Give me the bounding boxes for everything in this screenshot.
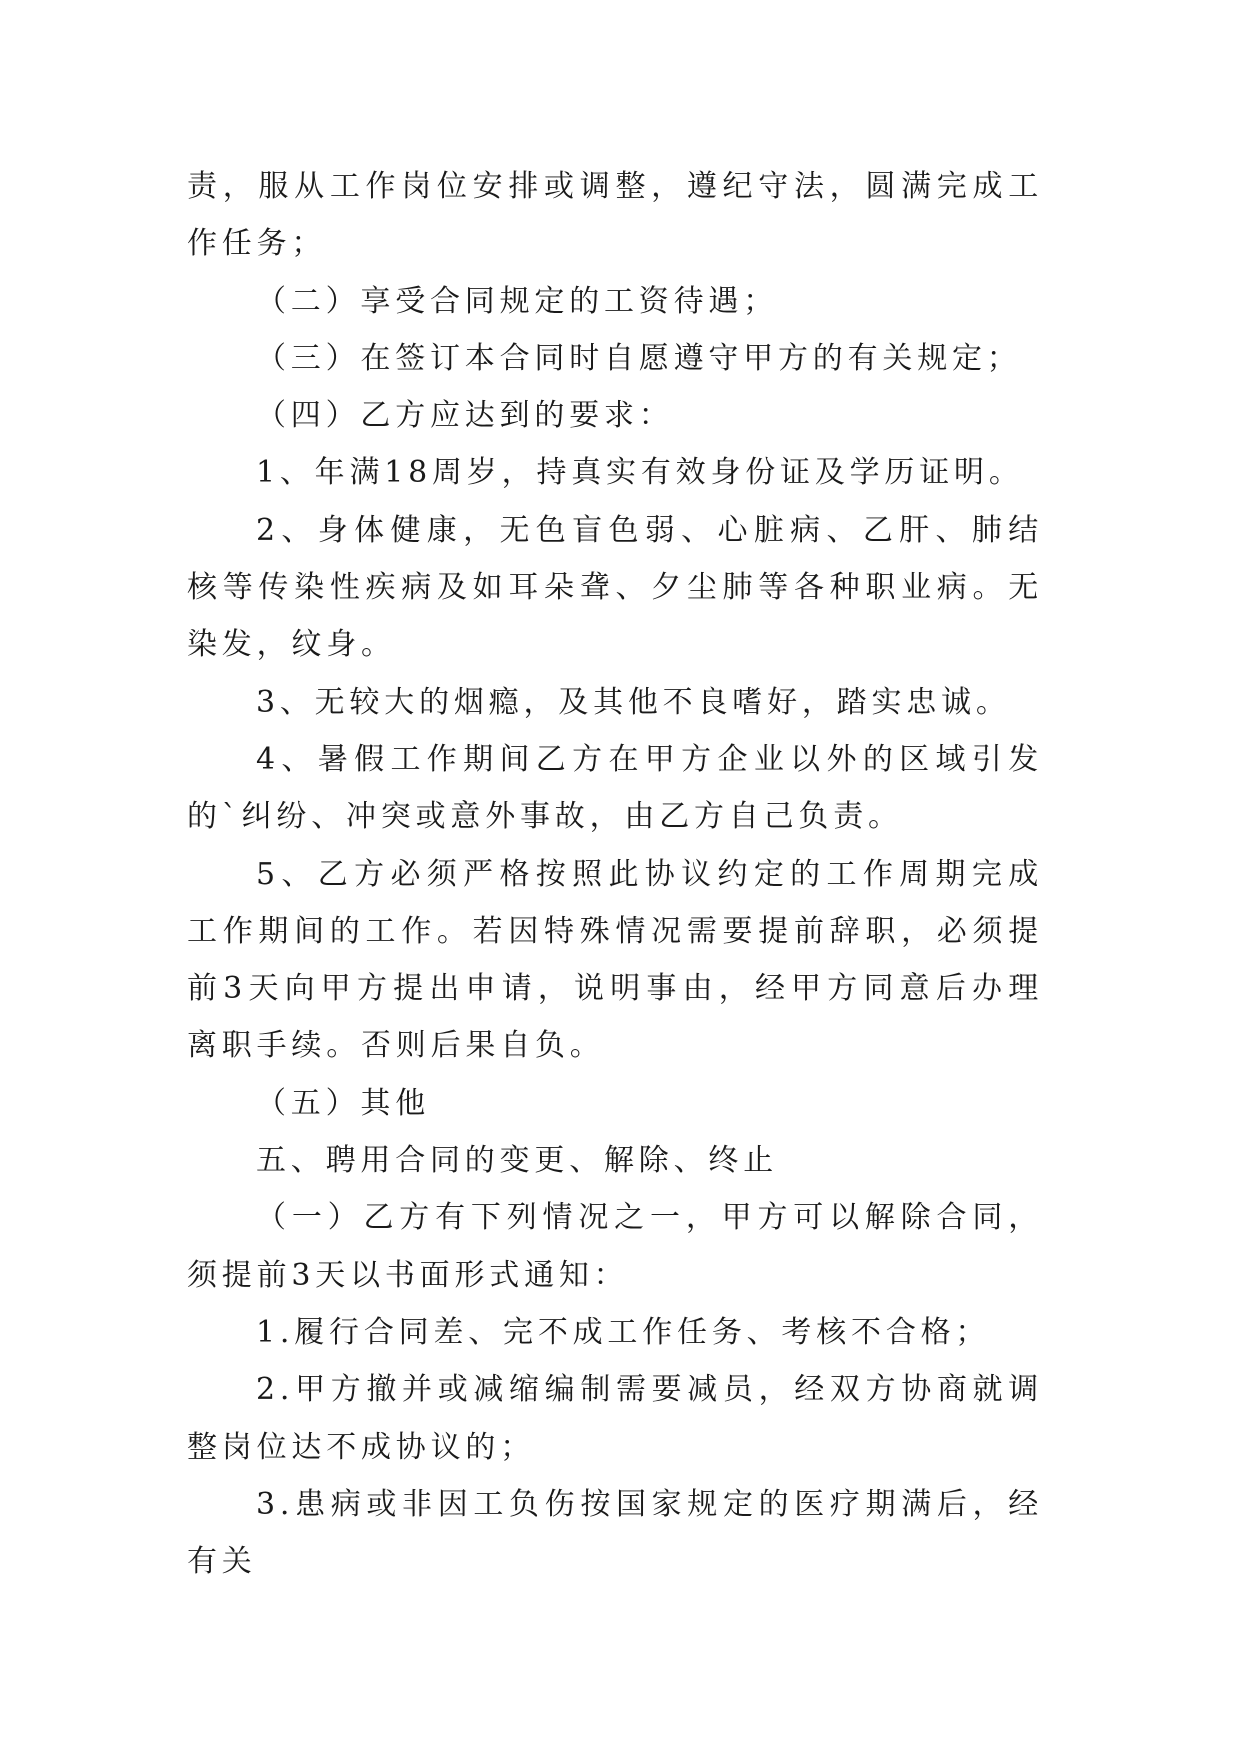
- paragraph-termination-1: （一）乙方有下列情况之一，甲方可以解除合同，须提前3天以书面形式通知：: [187, 1200, 1043, 1293]
- paragraph-termination-item-1: 1.履行合同差、完不成工作任务、考核不合格；: [256, 1314, 991, 1350]
- paragraph-requirement-3: 3、无较大的烟瘾，及其他不良嗜好，踏实忠诚。: [256, 684, 1011, 720]
- document-body: [187, 158, 1043, 1590]
- paragraph-clause-4: （四）乙方应达到的要求：: [256, 398, 674, 434]
- paragraph-continued-duties: 责，服从工作岗位安排或调整，遵纪守法，圆满完成工作任务；: [187, 169, 1043, 262]
- paragraph-clause-5: （五）其他: [256, 1085, 430, 1121]
- paragraph-requirement-4: 4、暑假工作期间乙方在甲方企业以外的区域引发的`纠纷、冲突或意外事故，由乙方自己负责。: [187, 741, 1043, 835]
- paragraph-requirement-5: 5、乙方必须严格按照此协议约定的工作周期完成工作期间的工作。若因特殊情况需要提前辞职，必须提前3天向甲方提出申请，说明事由，经甲方同意后办理离职手续。否则后果自负。: [187, 856, 1043, 1064]
- paragraph-requirement-2: 2、身体健康，无色盲色弱、心脏病、乙肝、肺结核等传染性疾病及如耳朵聋、夕尘肺等各种职业病。无染发，纹身。: [187, 512, 1043, 663]
- paragraph-clause-3: （三）在签订本合同时自愿遵守甲方的有关规定；: [256, 340, 1022, 376]
- section-heading-5: 五、聘用合同的变更、解除、终止: [256, 1143, 778, 1179]
- paragraph-requirement-1: 1、年满18周岁，持真实有效身份证及学历证明。: [256, 455, 1024, 491]
- paragraph-clause-2: （二）享受合同规定的工资待遇；: [256, 283, 778, 319]
- paragraph-termination-item-2: 2.甲方撤并或减缩编制需要减员，经双方协商就调整岗位达不成协议的；: [187, 1372, 1043, 1465]
- paragraph-termination-item-3: 3.患病或非因工负伤按国家规定的医疗期满后，经有关: [187, 1486, 1043, 1580]
